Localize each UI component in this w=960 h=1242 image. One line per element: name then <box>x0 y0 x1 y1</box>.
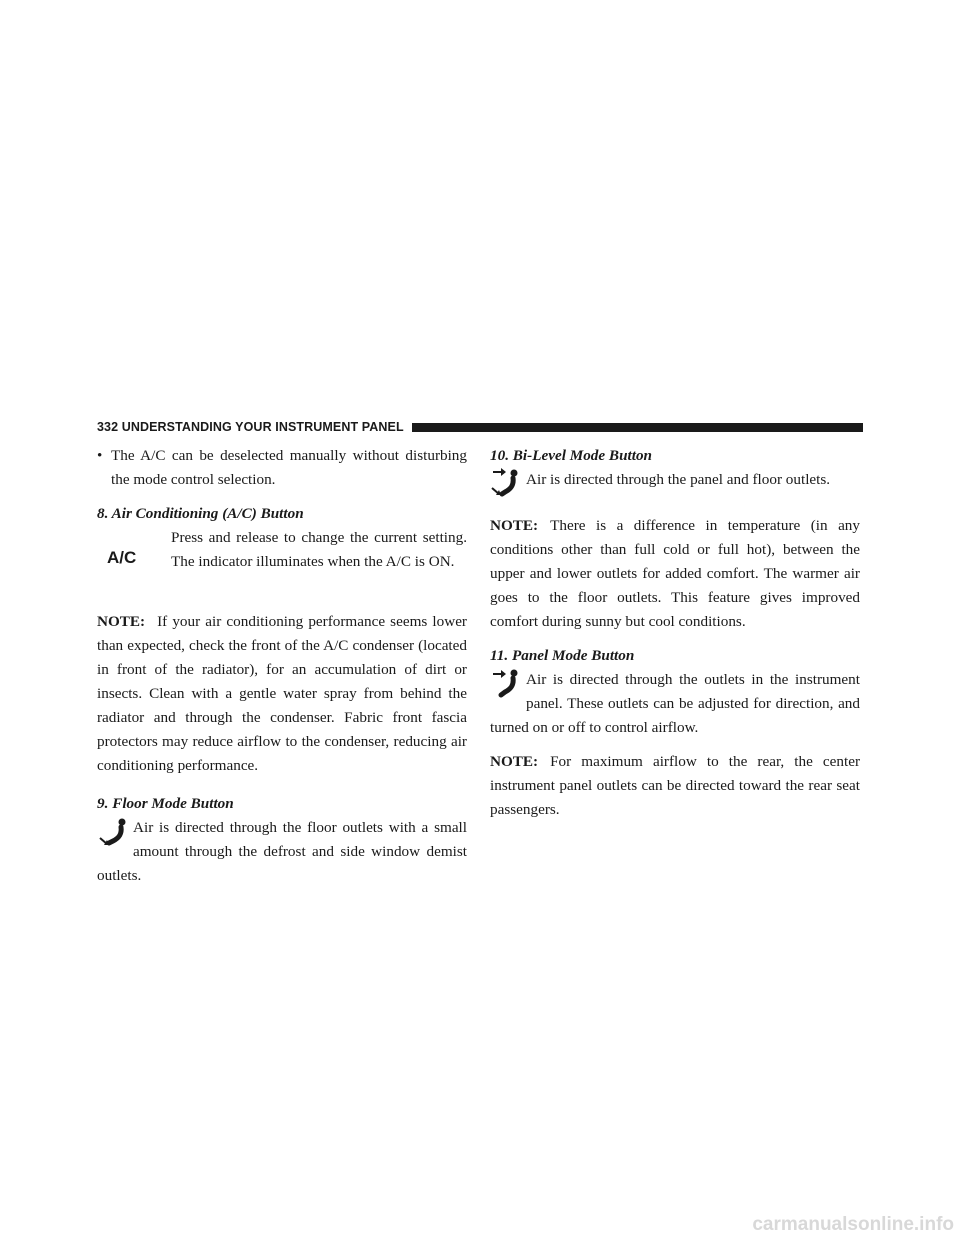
bullet-dot: • <box>97 447 103 464</box>
floor-mode-heading: 9. Floor Mode Button <box>97 795 234 812</box>
ac-button-block <box>97 526 467 574</box>
note-text-2: There is a difference in temperature (in any conditions other than full cold or full hot), between the upper and lower outlets for added comfort. The warmer air goes to the floor outlets. This feature gives improved comfort during sunny but cool conditions. <box>490 517 860 630</box>
panel-mode-text: Air is directed through the outlets in the instrument panel. These outlets can be adjusted for direction, and turned on or off to control airflow. <box>490 671 860 736</box>
note-paragraph-3 <box>490 750 860 822</box>
watermark: carmanualsonline.info <box>752 1214 954 1235</box>
floor-mode-icon <box>97 816 131 852</box>
panel-mode-heading: 11. Panel Mode Button <box>490 647 635 664</box>
bullet-item <box>97 444 467 492</box>
ac-button-text: Press and release to change the current setting. The indicator illuminates when the A/C is ON. <box>171 529 467 570</box>
panel-mode-icon <box>490 668 524 704</box>
floor-mode-text: Air is directed through the floor outlets with a small amount through the defrost and side window demist outlets. <box>97 819 467 884</box>
note-text-3: For maximum airflow to the rear, the center instrument panel outlets can be directed toward the rear seat passengers. <box>490 753 860 818</box>
header-rule <box>412 423 863 432</box>
bilevel-mode-icon <box>490 468 524 504</box>
page-number: 332 <box>97 420 119 434</box>
panel-mode-block <box>490 668 860 740</box>
bilevel-mode-heading: 10. Bi-Level Mode Button <box>490 447 652 464</box>
ac-button-heading: 8. Air Conditioning (A/C) Button <box>97 505 304 522</box>
bullet-text: The A/C can be deselected manually without disturbing the mode control selection. <box>111 447 467 488</box>
note-label-3: NOTE: <box>490 753 539 770</box>
bilevel-mode-block <box>490 468 860 504</box>
note-label-2: NOTE: <box>490 517 539 534</box>
left-column <box>97 444 467 888</box>
page-header <box>97 418 863 436</box>
note-text-1: If your air conditioning performance seems lower than expected, check the front of the A/C condenser (located in front of the radiator), for an accumulation of dirt or insects. Clean with a gentle water spray from behind the radiator and through the condenser. Fabric front fascia protectors may reduce airflow to the condenser, reducing air conditioning performance. <box>97 613 467 774</box>
floor-mode-block <box>97 816 467 888</box>
right-column <box>490 444 860 822</box>
ac-icon: A/C <box>107 548 137 567</box>
bilevel-mode-text: Air is directed through the panel and floor outlets. <box>526 471 831 488</box>
section-title: UNDERSTANDING YOUR INSTRUMENT PANEL <box>121 420 404 434</box>
note-paragraph-1 <box>97 610 467 778</box>
note-label-1: NOTE: <box>97 613 146 630</box>
page-header-text <box>97 420 412 434</box>
note-paragraph-2 <box>490 514 860 634</box>
